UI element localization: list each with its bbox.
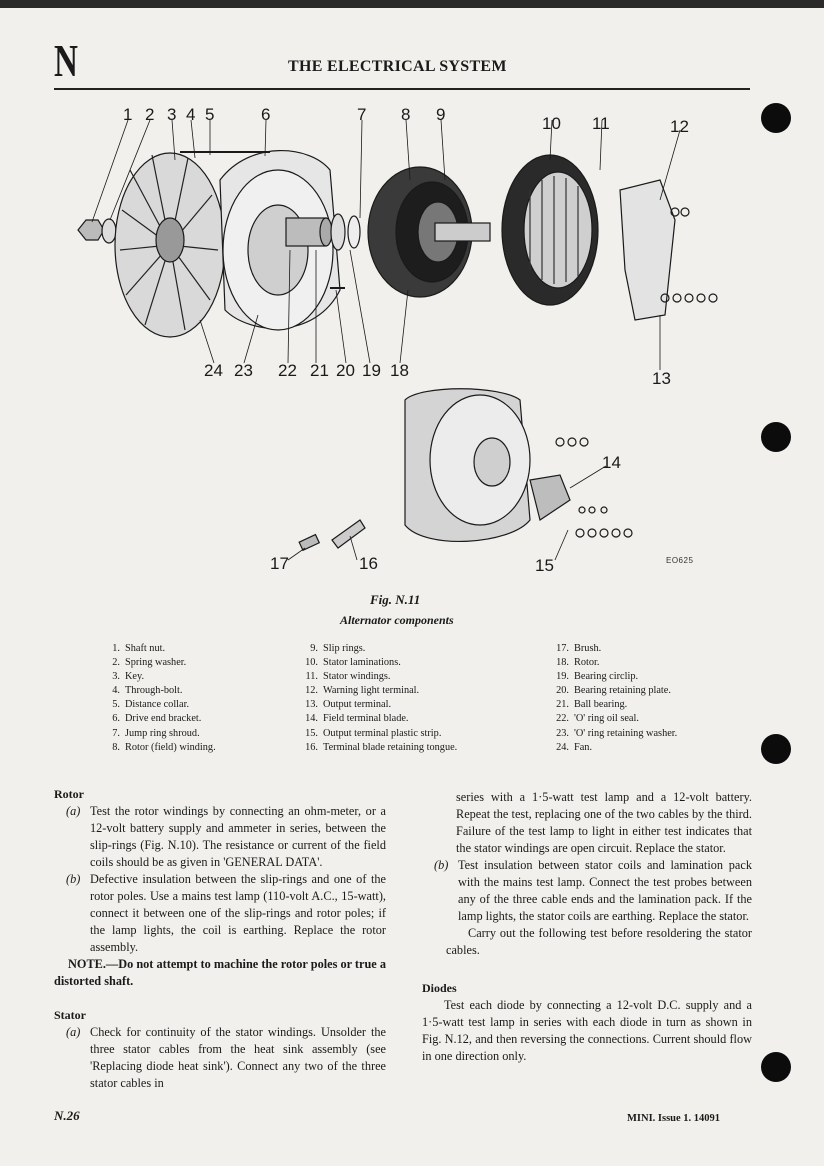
callout-16: 16 [359,554,378,573]
callout-11: 11 [592,114,610,133]
callout-20: 20 [336,361,355,380]
legend-row: 7. Jump ring shroud. [112,727,200,739]
legend-row: 4. Through-bolt. [112,685,183,697]
header-rule [54,88,750,90]
callout-19: 19 [362,361,381,380]
binder-hole [761,1052,791,1082]
resolder-note: Carry out the following test before resoldering the stator cables. [446,926,752,957]
stator-heading: Stator [54,1008,86,1022]
callout-14: 14 [602,453,621,472]
binder-hole [761,422,791,452]
legend-row: 13. Output terminal. [305,699,392,711]
callout-10: 10 [542,114,561,133]
legend-row: 14. Field terminal blade. [305,713,409,725]
legend-row: 9. Slip rings. [310,643,366,654]
field-terminal-blade-part [530,475,570,520]
binder-hole [761,103,791,133]
callout-15: 15 [535,556,554,575]
shaft-nut-part [78,220,104,240]
callout-18: 18 [390,361,409,380]
stator-step-a: (a) Check for continuity of the stator windings. Unsolder the three stator cables from the heat sink assembly (see 'Replacing diode heat sink'). Connect any two of the three stator cables in [66,1025,386,1090]
retaining-tongue-part [332,520,365,548]
legend-row: 15. Output terminal plastic strip. [305,727,442,739]
legend-row: 3. Key. [112,671,145,683]
legend-row: 10. Stator laminations. [305,657,401,669]
callout-21: 21 [310,361,329,380]
legend-column-3 [551,642,677,755]
legend-row: 11. Stator windings. [305,671,391,683]
brush-part [299,535,319,551]
diodes-heading: Diodes [422,981,457,995]
rotor-heading: Rotor [54,787,84,801]
note-text: NOTE.—Do not attempt to machine the rotor poles or true a distorted shaft. [54,957,386,988]
callout-22: 22 [278,361,297,380]
binder-hole [761,734,791,764]
callout-17: 17 [270,554,289,573]
figure-number: Fig. N.11 [370,592,421,607]
issue-line: MINI. Issue 1. 14091 [627,1113,721,1124]
alternator-exploded-diagram [60,100,750,590]
callout-2: 2 [145,105,155,124]
text-column-right [422,789,752,1065]
legend-row: 18. Rotor. [556,657,600,669]
legend-row: 24. Fan. [556,741,593,753]
legend-row: 1. Shaft nut. [112,643,166,654]
legend-row: 19. Bearing circlip. [556,671,639,683]
rotor-step-a: (a) Test the rotor windings by connecting an ohm-meter, or a 12-volt battery supply and ammeter in series, between the slip-rings (Fig. N.10). The resistance or current of the field coils should be as given in 'GENERAL DATA'. [66,804,386,869]
legend-row: 5. Distance collar. [112,699,190,711]
legend-row: 23. 'O' ring retaining washer. [556,727,678,739]
legend-row: 21. Ball bearing. [556,699,628,711]
callout-12: 12 [670,117,689,136]
legend-column-2 [300,642,457,755]
spring-washer-part [102,219,116,243]
callout-3: 3 [167,105,177,124]
legend-row: 6. Drive end bracket. [112,713,202,725]
page-number: N.26 [54,1108,80,1123]
diagram-svg [60,100,750,590]
callout-23: 23 [234,361,253,380]
callout-9: 9 [436,105,446,124]
page-title: THE ELECTRICAL SYSTEM [288,58,507,75]
legend-row: 8. Rotor (field) winding. [112,741,216,753]
drawing-code: EO625 [666,556,694,565]
callout-24: 24 [204,361,223,380]
scan-edge [0,0,824,8]
terminal-plate-part [620,180,675,320]
legend-row: 16. Terminal blade retaining tongue. [305,741,458,753]
callout-7: 7 [357,105,367,124]
stator-step-b: (b) Test insulation between stator coils and lamination pack with the mains test lamp. Connect the test probes between any of the three cable ends and the lamination pack. If the lamp lights, the stator coils are earthing. Replace the stator. [434,858,752,923]
legend-row: 22. 'O' ring oil seal. [556,713,639,725]
legend-row: 20. Bearing retaining plate. [556,685,671,697]
callout-1: 1 [123,105,133,124]
legend-row: 17. Brush. [556,643,602,654]
rotor-step-b: (b) Defective insulation between the slip-rings and one of the rotor poles. Use a mains test lamp (110-volt A.C., 15-watt), connect it between one of the slip-rings and rotor poles; if the lamp lights, the coil is earthing. Replace the rotor assembly. [66,872,386,954]
callout-13: 13 [652,369,671,388]
section-letter: N [54,35,78,86]
text-column-left [54,786,386,1092]
figure-caption: Alternator components [340,613,454,627]
callout-8: 8 [401,105,411,124]
callout-5: 5 [205,105,215,124]
legend-row: 2. Spring washer. [112,657,187,669]
diodes-text: Test each diode by connecting a 12-volt D.C. supply and a 1·5-watt test lamp in series with each diode in turn as shown in Fig. N.12, and then reversing the connections. Current should flow in one direction only. [422,998,752,1063]
callout-4: 4 [186,105,196,124]
stator-step-a-continued: series with a 1·5-watt test lamp and a 12-volt battery. Repeat the test, replacing one of the two cables by the third. Failure of the test lamp to light in either test indicates that the stator windings are open circuit. Replace the stator. [456,790,752,855]
legend-column-1 [102,642,216,755]
legend-row: 12. Warning light terminal. [305,685,420,697]
callout-6: 6 [261,105,271,124]
